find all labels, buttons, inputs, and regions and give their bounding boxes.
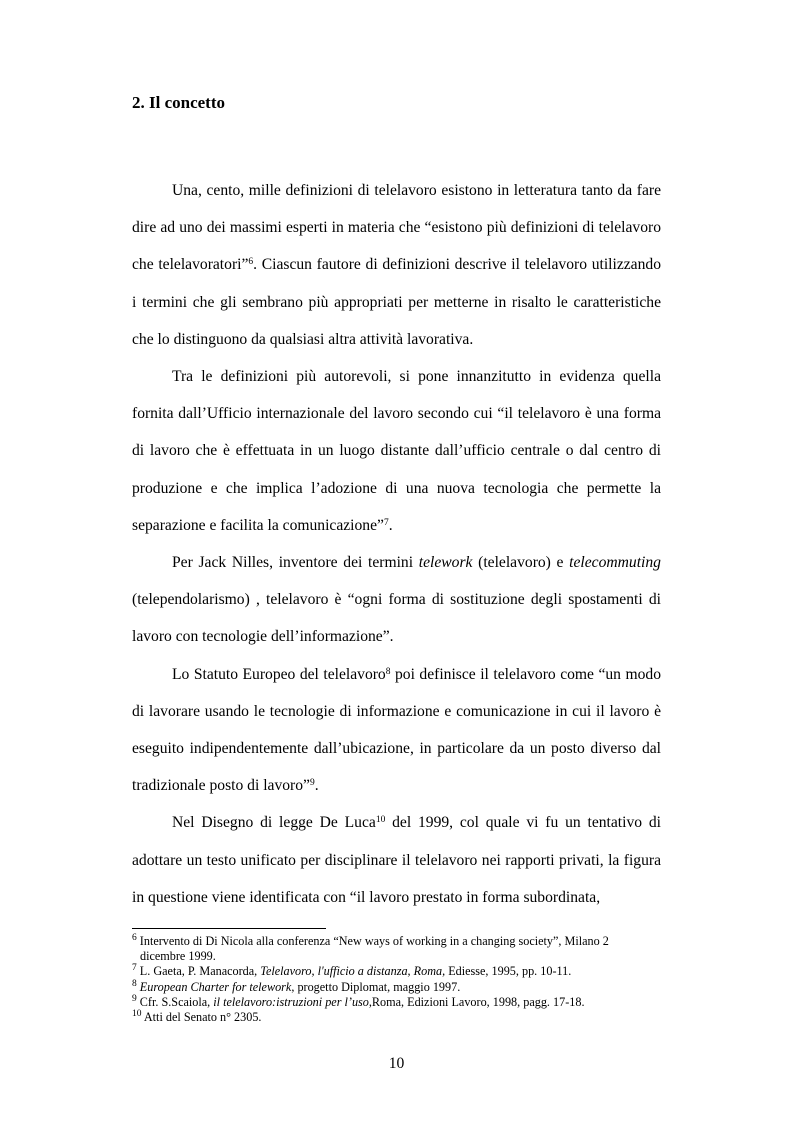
footnote-text: dicembre 1999. <box>140 949 216 964</box>
paragraph-text: poi definisce il telelavoro come “un modo di lavorare usando le tecnologie di informazione e comunicazione in cui il lavoro è eseguito indipendentemente dall’ubicazione, in particolare da un posto diverso dal tradizionale posto di lavoro” <box>132 665 662 795</box>
paragraph-text: . <box>314 777 319 795</box>
footnote-7 <box>132 964 661 979</box>
footnote-text: Atti del Senato n° 2305. <box>141 1010 262 1025</box>
footnote-number: 6 <box>132 932 137 943</box>
footnote-text: Ediesse, 1995, pp. 10-11. <box>445 964 572 979</box>
footnote-text: Cfr. S.Scaiola, <box>136 994 214 1009</box>
footnote-text: , progetto Diplomat, maggio 1997. <box>291 979 461 994</box>
paragraph-text: . Ciascun fautore di definizioni descrive il telelavoro utilizzando i termini che gli sembrano più appropriati per metterne in risalto le caratteristiche che lo distinguono da qualsiasi altra attività lavorativa. <box>132 256 661 348</box>
footnote-ref-7[interactable]: 7 <box>383 517 389 528</box>
section-heading: 2. Il concetto <box>132 93 226 112</box>
paragraph-text: (telelavoro) e <box>472 554 570 572</box>
paragraph-1 <box>132 172 661 358</box>
footnote-number: 10 <box>132 1008 142 1019</box>
footnote-number: 9 <box>132 993 137 1004</box>
footnote-ref-9[interactable]: 9 <box>309 778 315 789</box>
paragraph-text: del 1999, col quale vi fu un tentativo di adottare un testo unificato per disciplinare il telelavoro nei rapporti privati, la figura in questione viene identificata con “il lavoro prestato in forma subordinata, <box>132 814 661 906</box>
paragraph-5 <box>132 804 661 916</box>
footnote-title: Telelavoro, l'ufficio a distanza, Roma, <box>260 964 446 979</box>
paragraph-text: Nel Disegno di legge De Luca <box>172 814 376 832</box>
footnote-ref-6[interactable]: 6 <box>248 257 254 268</box>
page-number: 10 <box>388 1055 405 1072</box>
paragraph-3 <box>132 544 661 656</box>
paragraph-text: (telependolarismo) , telelavoro è “ogni forma di sostituzione degli spostamenti di lavoro con tecnologie dell’informazione”. <box>132 591 661 646</box>
paragraph-text: Una, cento, mille definizioni di telelavoro esistono in letteratura tanto da fare dire ad uno dei massimi esperti in materia che “esistono più definizioni di telelavoro che telelavoratori” <box>132 182 661 274</box>
paragraph-text: . <box>388 516 393 534</box>
paragraph-text: Per Jack Nilles, inventore dei termini <box>172 554 419 572</box>
footnote-title: il telelavoro:istruzioni per l’uso <box>213 994 369 1009</box>
footnote-title: European Charter for telework <box>139 979 292 994</box>
footnote-6 <box>132 934 661 964</box>
document-page <box>132 0 661 1123</box>
paragraph-text: Tra le definizioni più autorevoli, si pone innanzitutto in evidenza quella fornita dall’Ufficio internazionale del lavoro secondo cui “il telelavoro è una forma di lavoro che è effettuata in un luogo distante dall’ufficio centrale o dal centro di produzione e che implica l’adozione di una nuova tecnologia che permette la separazione e facilita la comunicazione” <box>132 368 661 534</box>
paragraph-text: Lo Statuto Europeo del telelavoro <box>172 665 386 683</box>
footnote-number: 8 <box>132 978 137 989</box>
footnote-ref-8[interactable]: 8 <box>385 666 391 677</box>
footnote-9 <box>132 995 661 1010</box>
footnote-divider <box>132 928 326 929</box>
term-telework: telework <box>418 554 473 572</box>
term-telecommuting: telecommuting <box>569 554 661 572</box>
footnote-8 <box>132 980 661 995</box>
footnote-text: ,Roma, Edizioni Lavoro, 1998, pagg. 17-18. <box>368 994 585 1009</box>
footnote-ref-10[interactable]: 10 <box>375 815 386 826</box>
footnote-text: Intervento di Di Nicola alla conferenza “New ways of working in a changing society”, Milano 2 <box>136 934 609 948</box>
paragraph-4 <box>132 656 661 805</box>
footnote-number: 7 <box>132 963 137 974</box>
footnotes <box>132 934 661 1025</box>
footnote-10 <box>132 1010 661 1025</box>
footnote-text: L. Gaeta, P. Manacorda, <box>136 964 261 979</box>
body-text <box>132 172 661 916</box>
paragraph-2 <box>132 358 661 544</box>
